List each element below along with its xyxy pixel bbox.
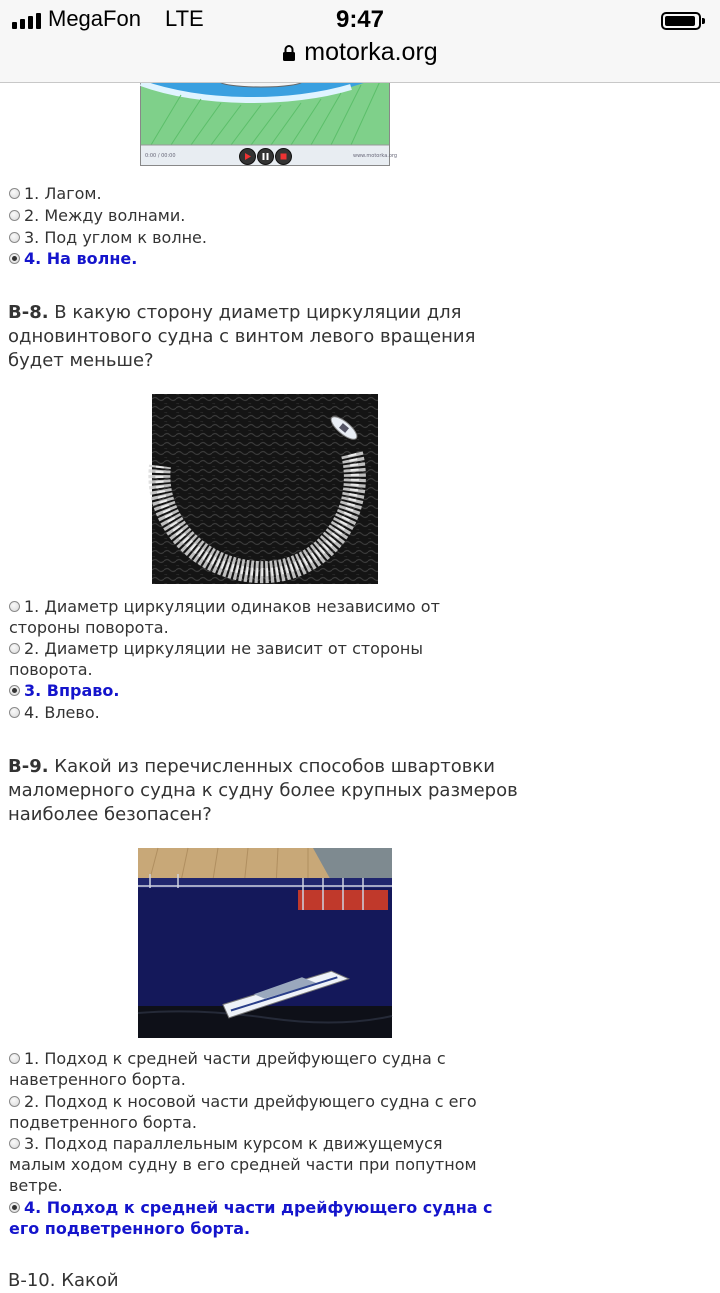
q9-number: В-9. <box>8 756 49 777</box>
video-brand-text: www.motorka.org <box>353 153 398 159</box>
q9-text: В-9. Какой из перечисленных способов швартовки маломерного судна к судну более крупных размеров наиболее безопасен? <box>8 756 518 825</box>
network-type: LTE <box>165 6 204 31</box>
radio-button[interactable] <box>9 643 20 654</box>
q8-text: В-8. В какую сторону диаметр циркуляции для одновинтового судна с винтом левого вращения будет меньше? <box>8 302 476 371</box>
radio-button[interactable] <box>9 188 20 199</box>
carrier-name: MegaFon <box>48 6 141 31</box>
q8-option-3-correct[interactable]: 3. Вправо. <box>9 680 509 701</box>
radio-button[interactable] <box>9 1138 20 1149</box>
q9-option-4-correct[interactable]: 4. Подход к средней части дрейфующего судна с его подветренного борта. <box>9 1198 493 1238</box>
q8-option-4[interactable]: 4. Влево. <box>9 702 509 723</box>
q8-option-1[interactable]: 1. Диаметр циркуляции одинаков независимо от стороны поворота. <box>9 597 440 637</box>
q7-option-4-correct[interactable]: 4. На волне. <box>9 248 509 269</box>
boat-mooring-image <box>138 848 392 1038</box>
radio-button-checked[interactable] <box>9 685 20 696</box>
video-player[interactable] <box>140 74 398 166</box>
q7-option-3[interactable]: 3. Под углом к волне. <box>9 227 509 248</box>
q9-option-1[interactable]: 1. Подход к средней части дрейфующего судна с наветренного борта. <box>9 1049 446 1089</box>
status-time: 9:47 <box>335 6 385 33</box>
play-icon <box>240 149 255 164</box>
browser-top-bar <box>0 0 720 83</box>
pause-button[interactable] <box>257 148 274 165</box>
q8-image <box>152 394 378 584</box>
radio-button-checked[interactable] <box>9 1202 20 1213</box>
q7-option-2[interactable]: 2. Между волнами. <box>9 205 509 226</box>
q7-option-1[interactable]: 1. Лагом. <box>9 183 509 204</box>
radio-button[interactable] <box>9 210 20 221</box>
q10-text-partial: В-10. Какой <box>8 1270 119 1291</box>
lock-icon <box>282 44 296 62</box>
video-time-text: 0:00 / 00:00 <box>145 153 176 159</box>
pause-icon <box>258 149 273 164</box>
q9-option-3[interactable]: 3. Подход параллельным курсом к движущемуся малым ходом судну в его средней части при попутном ветре. <box>9 1134 477 1195</box>
q9-image <box>138 848 392 1038</box>
radio-button[interactable] <box>9 232 20 243</box>
radio-button[interactable] <box>9 707 20 718</box>
play-button[interactable] <box>239 148 256 165</box>
stop-button[interactable] <box>275 148 292 165</box>
radio-button-checked[interactable] <box>9 253 20 264</box>
radio-button[interactable] <box>9 1096 20 1107</box>
address-bar[interactable] <box>0 38 720 67</box>
boat-circulation-image <box>152 394 378 584</box>
battery-icon <box>661 12 701 30</box>
q8-option-2[interactable]: 2. Диаметр циркуляции не зависит от стороны поворота. <box>9 639 424 679</box>
radio-button[interactable] <box>9 1053 20 1064</box>
q9-option-2[interactable]: 2. Подход к носовой части дрейфующего судна с его подветренного борта. <box>9 1092 477 1132</box>
stop-icon <box>276 149 291 164</box>
status-bar <box>0 4 720 36</box>
q8-number: В-8. <box>8 302 49 323</box>
url-text: motorka.org <box>304 38 438 66</box>
radio-button[interactable] <box>9 601 20 612</box>
